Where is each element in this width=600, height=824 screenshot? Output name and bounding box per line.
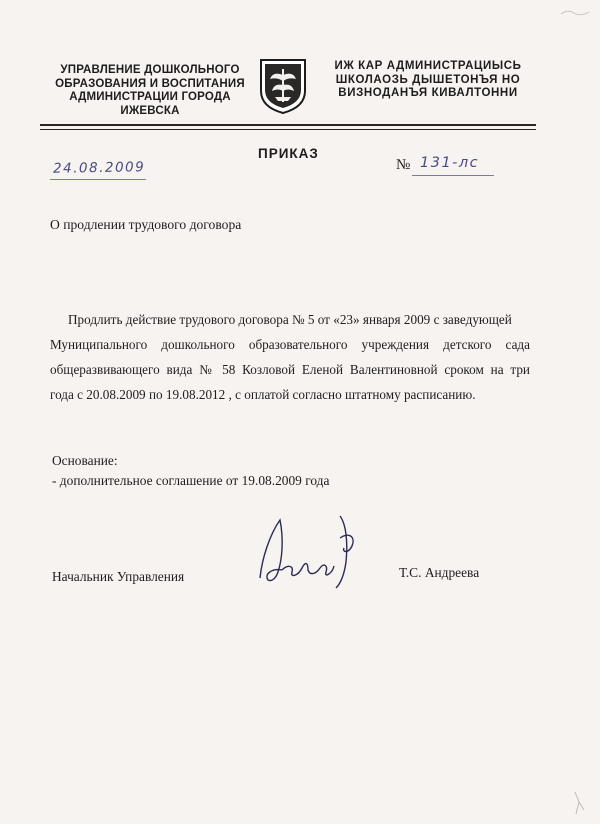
header-divider bbox=[40, 124, 536, 126]
issuer-line: ОБРАЗОВАНИЯ И ВОСПИТАНИЯ bbox=[55, 77, 245, 90]
basis-label: Основание: bbox=[52, 453, 118, 468]
document-title: ПРИКАЗ bbox=[258, 146, 319, 161]
order-body bbox=[50, 307, 530, 407]
body-line: года с 20.08.2009 по 19.08.2012 , с оплатой согласно штатному расписанию. bbox=[50, 387, 476, 402]
signer-name: Т.С. Андреева bbox=[399, 565, 480, 580]
handwritten-date: 24.08.2009 bbox=[52, 159, 146, 177]
issuer-line: ИЖЕВСКА bbox=[120, 104, 180, 117]
number-underline bbox=[412, 175, 494, 176]
date-underline bbox=[50, 179, 146, 180]
issuer-line: АДМИНИСТРАЦИИ ГОРОДА bbox=[69, 91, 231, 103]
issuer-name-russian bbox=[44, 64, 256, 118]
basis-item: - дополнительное соглашение от 19.08.2009 года bbox=[52, 473, 330, 488]
signer-title: Начальник Управления bbox=[52, 569, 185, 584]
scan-artifact-icon bbox=[572, 790, 586, 816]
city-coat-of-arms-icon bbox=[258, 57, 308, 115]
document-subject: О продлении трудового договора bbox=[50, 217, 242, 232]
issuer-line: ИЖ КАР АДМИНИСТРАЦИЫСЬ bbox=[334, 60, 522, 72]
handwritten-signature-icon bbox=[248, 512, 368, 594]
issuer-line: УПРАВЛЕНИЕ ДОШКОЛЬНОГО bbox=[60, 64, 240, 76]
header-divider bbox=[40, 129, 536, 130]
issuer-name-udmurt bbox=[318, 60, 538, 101]
body-line: общеразвивающего вида № 58 Козловой Еленой Валентиновной сроком на три bbox=[50, 362, 530, 377]
order-number-label: № bbox=[396, 157, 411, 173]
body-line: Продлить действие трудового договора № 5 от «23» января 2009 с заведующей bbox=[68, 312, 512, 327]
body-line: Муниципального дошкольного образовательного учреждения детского сада bbox=[50, 337, 530, 352]
handwritten-order-number: 131-лс bbox=[420, 155, 480, 171]
issuer-line: ШКОЛАОЗЬ ДЫШЕТОНЪЯ НО bbox=[335, 73, 521, 86]
issuer-line: ВИЗНОДАНЪЯ КИВАЛТОННИ bbox=[338, 87, 518, 99]
scan-artifact-icon bbox=[560, 8, 590, 16]
